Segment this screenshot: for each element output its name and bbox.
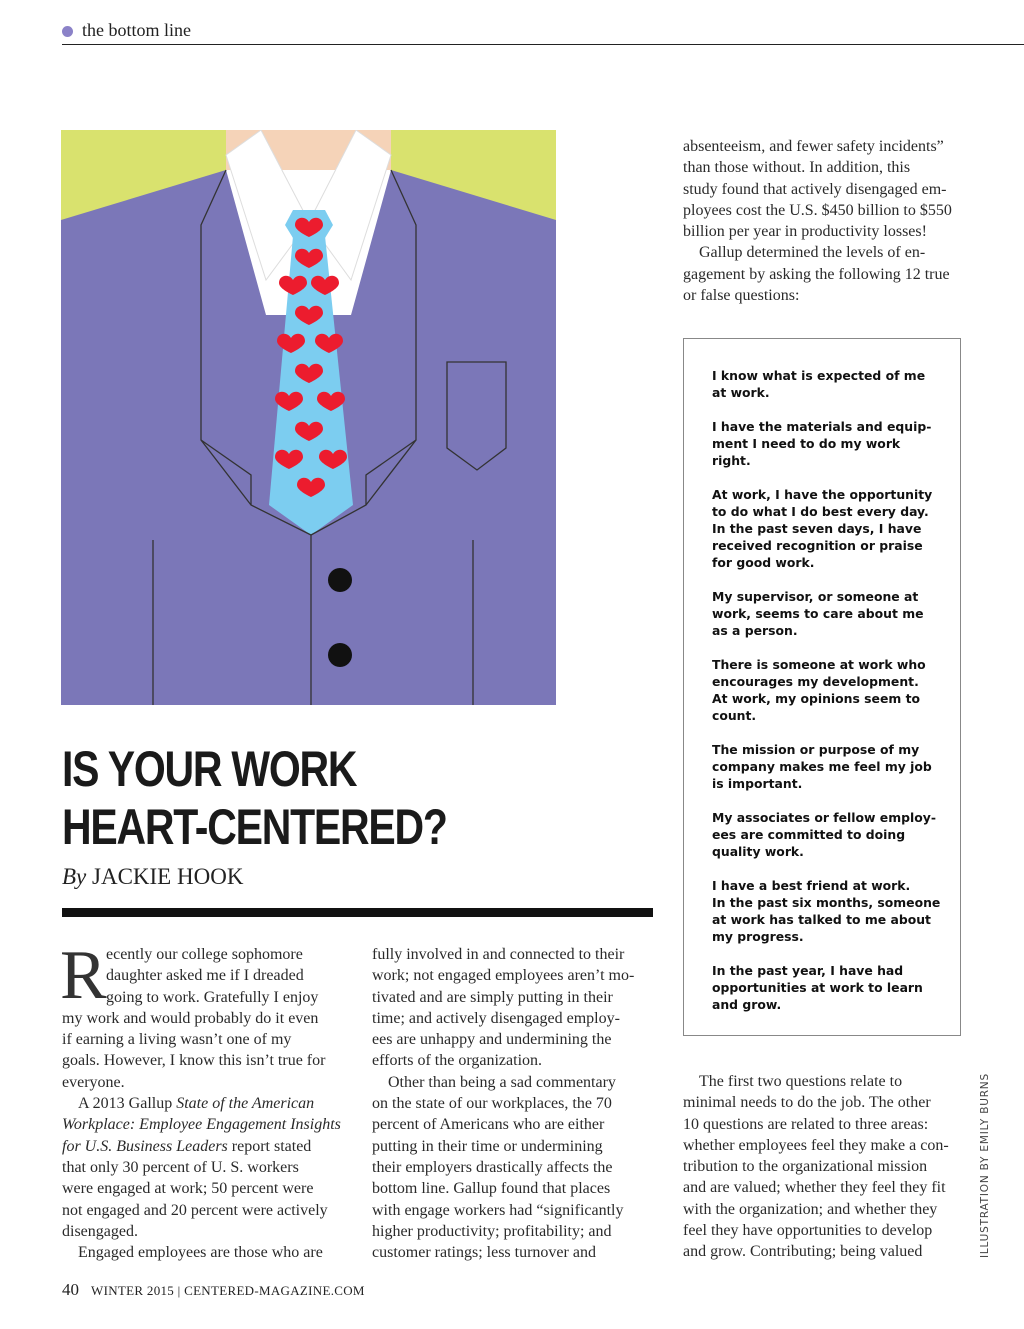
byline-prefix: By: [62, 864, 87, 889]
suit-and-tie-illustration: [61, 130, 556, 705]
body-line: fully involved in and connected to their: [372, 946, 625, 963]
body-line: The first two questions relate to: [699, 1073, 903, 1090]
suit-button-top: [328, 568, 352, 592]
body-line: goals. However, I know this isn’t true for: [62, 1052, 326, 1070]
body-column-3-bottom: [683, 1071, 973, 1263]
body-line: higher productivity; profitability; and: [372, 1222, 612, 1240]
body-line: going to work. Gratefully I enjoy: [106, 988, 319, 1006]
section-bullet-icon: [62, 26, 73, 37]
body-line: customer ratings; less turnover and: [372, 1244, 596, 1262]
body-line: work; not engaged employees aren’t mo-: [372, 967, 635, 985]
questions-list: [712, 367, 952, 1030]
body-line: percent of Americans who are either: [372, 1116, 605, 1134]
section-header: [62, 18, 1024, 45]
body-column-3-top: [683, 136, 973, 306]
article-title: [62, 740, 554, 856]
body-line: A 2013 Gallup State of the American: [78, 1095, 315, 1113]
title-line-1: IS YOUR WORK: [62, 741, 357, 797]
body-line: my work and would probably do it even: [62, 1009, 319, 1027]
body-line: disengaged.: [62, 1222, 138, 1240]
body-line: than those without. In addition, this: [683, 159, 911, 177]
section-label: the bottom line: [82, 20, 191, 40]
byline-author: JACKIE HOOK: [92, 864, 244, 889]
body-line: Gallup determined the levels of en-: [699, 244, 926, 262]
body-line: on the state of our workplaces, the 70: [372, 1095, 612, 1113]
title-line-2: HEART-CENTERED?: [62, 799, 447, 855]
body-line: that only 30 percent of U. S. workers: [62, 1158, 299, 1176]
body-line: not engaged and 20 percent were actively: [62, 1201, 328, 1219]
question-item: My associates or fellow employ- ees are committed to doing quality work.: [712, 810, 936, 859]
body-line: 10 questions are related to three areas:: [683, 1115, 929, 1133]
body-line: with engage workers had “significantly: [372, 1201, 624, 1219]
body-line: study found that actively disengaged em-: [683, 180, 947, 198]
body-line: tivated and are simply putting in their: [372, 988, 613, 1006]
body-line: everyone.: [62, 1073, 125, 1091]
body-line: their employers drastically affects the: [372, 1158, 613, 1176]
footer-text: WINTER 2015 | CENTERED-MAGAZINE.COM: [91, 1283, 365, 1298]
body-line: if earning a living wasn’t one of my: [62, 1031, 292, 1049]
body-line: efforts of the organization.: [372, 1052, 543, 1070]
body-line: ployees cost the U.S. $450 billion to $550: [683, 201, 952, 219]
body-line: Other than being a sad commentary: [388, 1073, 616, 1091]
body-line: bottom line. Gallup found that places: [372, 1180, 611, 1198]
illustration-credit-text: ILLUSTRATION BY EMILY BURNS: [979, 1073, 991, 1258]
body-line: time; and actively disengaged employ-: [372, 1009, 620, 1027]
body-line: for U.S. Business Leaders report stated: [62, 1137, 312, 1155]
drop-cap: R: [60, 937, 107, 1014]
title-divider: [62, 908, 653, 917]
body-line: and are valued; whether they feel they fit: [683, 1179, 946, 1197]
question-item: I have the materials and equip- ment I need to do my work right.: [712, 419, 932, 468]
question-item: My supervisor, or someone at work, seems to care about me as a person.: [712, 589, 924, 638]
page-footer: [62, 1280, 365, 1300]
body-line: minimal needs to do the job. The other: [683, 1094, 931, 1112]
body-line: Engaged employees are those who are: [78, 1244, 323, 1262]
body-line: were engaged at work; 50 percent were: [62, 1180, 314, 1198]
body-column-2: [372, 944, 662, 1263]
illustration-credit: [979, 1073, 997, 1258]
suit-button-bottom: [328, 643, 352, 667]
body-line: ecently our college sophomore: [106, 946, 303, 963]
question-item: I have a best friend at work. In the past six months, someone at work has talked to me about my progress.: [712, 878, 941, 944]
byline: [62, 864, 243, 890]
question-item: At work, I have the opportunity to do what I do best every day. In the past seven days, I have received recognition or praise for good work.: [712, 487, 933, 570]
questions-sidebar: [683, 338, 961, 1036]
body-line: and grow. Contributing; being valued: [683, 1243, 923, 1261]
question-item: I know what is expected of me at work.: [712, 368, 926, 400]
body-line: feel they have opportunities to develop: [683, 1222, 933, 1240]
body-line: Workplace: Employee Engagement Insights: [62, 1116, 341, 1134]
body-line: with the organization; and whether they: [683, 1200, 938, 1218]
body-line: putting in their time or undermining: [372, 1137, 603, 1155]
body-line: billion per year in productivity losses!: [683, 223, 927, 241]
question-item: There is someone at work who encourages my development. At work, my opinions seem to count.: [712, 657, 926, 723]
body-line: or false questions:: [683, 287, 800, 305]
body-line: tribution to the organizational mission: [683, 1158, 928, 1176]
question-item: In the past year, I have had opportunities at work to learn and grow.: [712, 963, 923, 1012]
body-line: gagement by asking the following 12 true: [683, 265, 950, 283]
body-line: absenteeism, and fewer safety incidents”: [683, 138, 944, 155]
body-column-1: [60, 937, 352, 1263]
body-line: ees are unhappy and undermining the: [372, 1031, 612, 1049]
body-line: whether employees feel they make a con-: [683, 1136, 949, 1154]
question-item: The mission or purpose of my company makes me feel my job is important.: [712, 742, 932, 791]
body-line: daughter asked me if I dreaded: [106, 967, 304, 985]
page-number: 40: [62, 1280, 79, 1299]
